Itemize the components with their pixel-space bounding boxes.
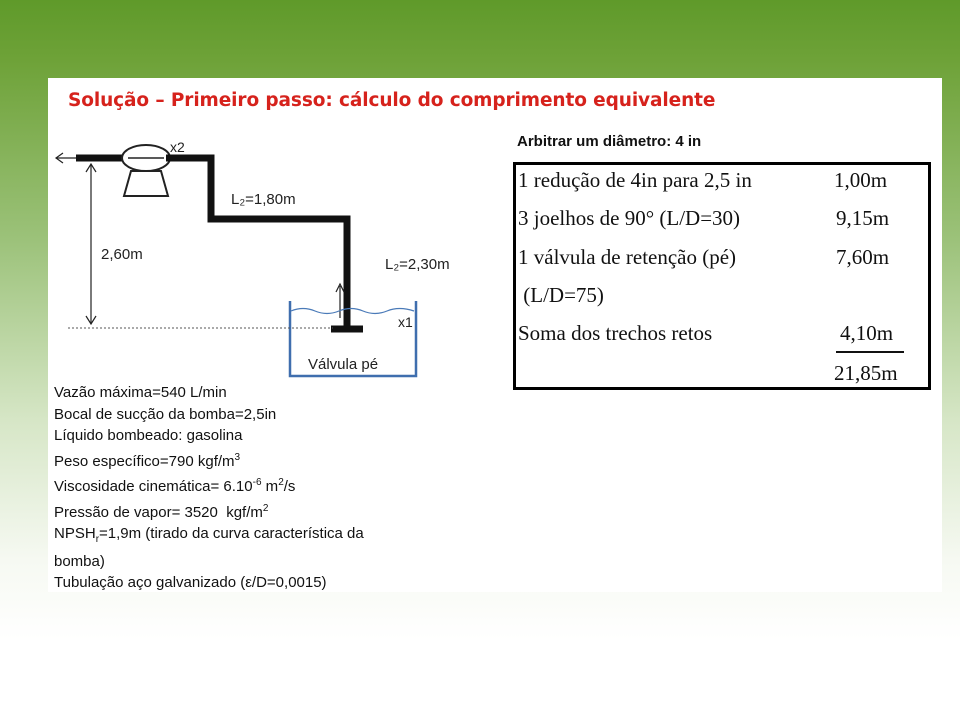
row-value: 1,00m <box>834 168 888 192</box>
given-npsh: $NPSH_r=1,9m$ (tirado da curva característica da <box>54 525 364 545</box>
given-data-list <box>54 382 364 594</box>
pump-icon <box>122 145 170 196</box>
given-bocal: Bocal de sucção da bomba=2,5in <box>54 405 277 423</box>
row-value: 4,10m <box>840 321 894 345</box>
pump-system-diagram <box>48 78 518 388</box>
row-label: Soma dos trechos retos <box>518 321 713 345</box>
point-x2-label: x2 <box>170 139 185 155</box>
slide-content <box>48 78 942 592</box>
suction-pipe <box>166 158 347 326</box>
diameter-heading: Arbitrar um diâmetro: 4 in <box>517 133 702 150</box>
given-liquido: Líquido bombeado: gasolina <box>54 427 243 444</box>
point-x1-label: x1 <box>398 314 413 330</box>
row-label: 3 joelhos de 90° (L/D=30) <box>518 206 741 230</box>
row-label: (L/D=75) <box>518 283 604 307</box>
height-label: 2,60m <box>101 246 143 263</box>
given-peso: Peso específico=790 kgf/$m^3$ <box>54 451 241 470</box>
row-label: 1 válvula de retenção (pé) <box>518 245 737 269</box>
equivalent-length-table <box>513 162 931 390</box>
given-viscosidade: Viscosidade cinemática= $6.10^{-6}$ $m^2/s$ <box>54 477 296 495</box>
given-pressao: Pressão de vapor= 3520 kgf/$m^2$ <box>54 502 269 521</box>
valve-label: Válvula pé <box>308 356 379 373</box>
upper-length-label: L₂=1,80m <box>231 191 296 208</box>
row-label: 1 redução de 4in para 2,5 in <box>518 168 752 192</box>
given-tubulacao: Tubulação aço galvanizado (ε/D=0,0015) <box>54 574 327 591</box>
slide-title: Solução – Primeiro passo: cálculo do comprimento equivalente <box>68 90 716 111</box>
lower-length-label: L₂=2,30m <box>385 256 450 273</box>
sum-divider <box>836 351 904 353</box>
given-npsh-cont: bomba) <box>54 552 105 570</box>
given-vazao: Vazão máxima=540 L/min <box>54 384 227 401</box>
water-surface <box>291 309 414 314</box>
total-value: 21,85m <box>834 361 898 385</box>
row-value: 7,60m <box>836 245 890 269</box>
row-value: 9,15m <box>836 206 890 230</box>
